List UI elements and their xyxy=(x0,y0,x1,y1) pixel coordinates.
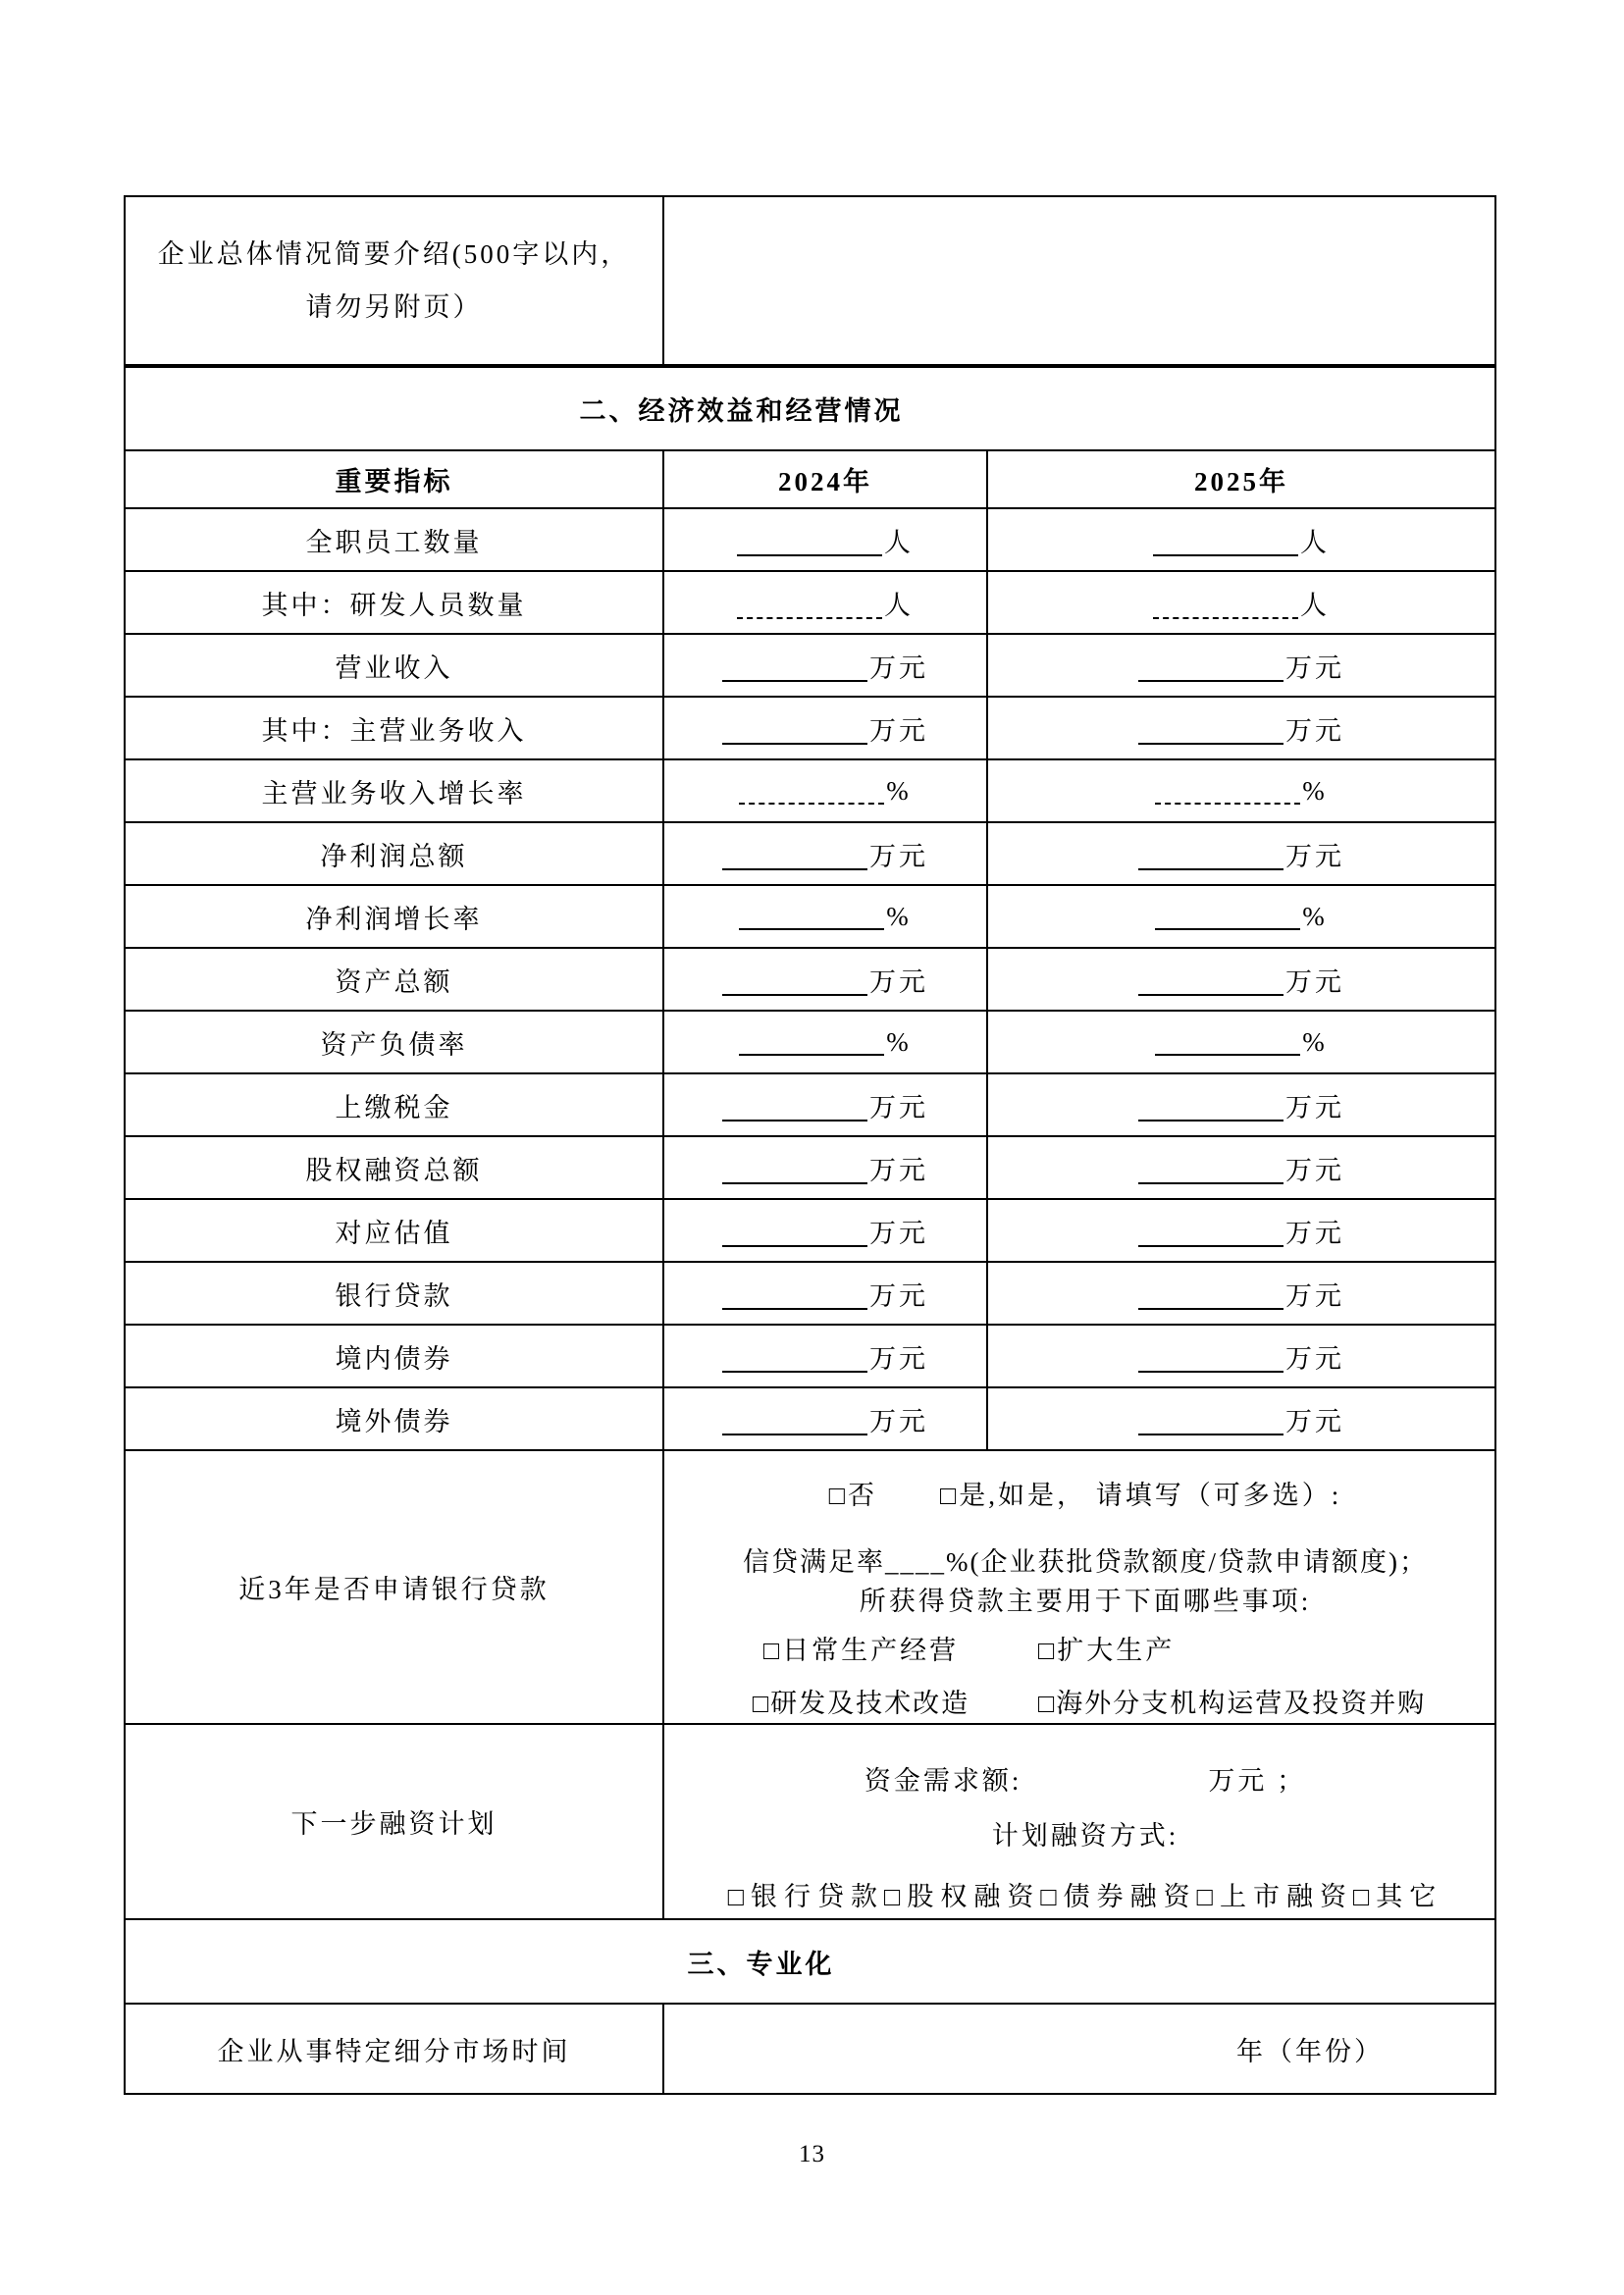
value-cell-2025 xyxy=(987,697,1495,759)
value-cell-2025 xyxy=(987,1262,1495,1325)
unit-label: 人 xyxy=(884,590,914,620)
fill-blank xyxy=(1153,554,1298,556)
table-row xyxy=(125,2004,1495,2094)
fill-blank xyxy=(737,617,882,619)
page-number: 13 xyxy=(799,2141,825,2167)
table-row xyxy=(125,366,1495,450)
table-row xyxy=(125,885,1495,948)
unit-label: 人 xyxy=(1300,527,1330,557)
fill-blank xyxy=(1138,994,1283,996)
unit-label: 万元 xyxy=(1285,966,1344,997)
unit-label: 万元 xyxy=(1285,1218,1344,1248)
indicator-label: 营业收入 xyxy=(125,634,663,697)
table-row xyxy=(125,697,1495,759)
indicator-label: 全职员工数量 xyxy=(125,508,663,571)
indicator-label: 主营业务收入增长率 xyxy=(125,759,663,822)
fill-blank xyxy=(722,1308,867,1310)
value-cell-2024 xyxy=(663,1136,987,1199)
fill-blank xyxy=(739,803,884,805)
unit-label: 万元 xyxy=(869,715,928,746)
value-cell-2025 xyxy=(987,822,1495,885)
loan-usage-options-row1 xyxy=(684,1632,1487,1669)
value-cell-2024 xyxy=(663,634,987,697)
fill-blank xyxy=(1138,1245,1283,1247)
indicator-label: 资产总额 xyxy=(125,948,663,1011)
unit-label: 万元 xyxy=(869,1218,928,1248)
section-2-heading: 二、经济效益和经营情况 xyxy=(125,366,1495,450)
fill-blank xyxy=(722,994,867,996)
value-cell-2025 xyxy=(987,571,1495,634)
value-cell-2025 xyxy=(987,1073,1495,1136)
checkbox-option-yes: □是,如是， 请填写（可多选）: xyxy=(940,1480,1342,1510)
fill-blank xyxy=(1155,928,1300,930)
table-row xyxy=(125,450,1495,508)
unit-label: 万元 xyxy=(869,1343,928,1374)
value-cell-2025 xyxy=(987,1011,1495,1073)
unit-label: 万元 xyxy=(1285,715,1344,746)
indicator-label: 境内债券 xyxy=(125,1325,663,1387)
indicator-label: 净利润总额 xyxy=(125,822,663,885)
table-row xyxy=(125,1073,1495,1136)
value-cell-2024 xyxy=(663,759,987,822)
funding-amount-prefix: 资金需求额: xyxy=(864,1765,1022,1796)
table-row xyxy=(125,634,1495,697)
credit-satisfaction-line: 信贷满足率____%(企业获批贷款额度/贷款申请额度)； xyxy=(743,1546,1428,1577)
value-cell-2025 xyxy=(987,1325,1495,1387)
col-header-indicator: 重要指标 xyxy=(125,450,663,508)
bank-loan-yesno-line xyxy=(684,1453,1487,1514)
fill-blank xyxy=(1138,1371,1283,1373)
intro-label-cell xyxy=(125,196,663,366)
fill-blank xyxy=(1138,868,1283,870)
table-row xyxy=(125,1199,1495,1262)
unit-label: 万元 xyxy=(869,652,928,683)
fill-blank xyxy=(1138,1434,1283,1435)
value-cell-2024 xyxy=(663,1073,987,1136)
unit-label: 万元 xyxy=(869,1092,928,1122)
col-header-2024: 2024年 xyxy=(663,450,987,508)
table-row xyxy=(125,1724,1495,1919)
unit-label: % xyxy=(1302,901,1328,931)
indicator-label: 股权融资总额 xyxy=(125,1136,663,1199)
table-row xyxy=(125,1011,1495,1073)
table-row xyxy=(125,1450,1495,1724)
value-cell-2025 xyxy=(987,508,1495,571)
value-cell-2024 xyxy=(663,822,987,885)
indicator-label: 银行贷款 xyxy=(125,1262,663,1325)
indicator-label: 净利润增长率 xyxy=(125,885,663,948)
table-row xyxy=(125,1325,1495,1387)
value-cell-2025 xyxy=(987,759,1495,822)
financing-plan-detail-cell xyxy=(663,1724,1495,1919)
unit-label: 万元 xyxy=(1285,652,1344,683)
unit-label: % xyxy=(886,775,912,806)
fill-blank xyxy=(737,554,882,556)
fill-blank xyxy=(722,1245,867,1247)
checkbox-option-daily-production: □日常生产经营 xyxy=(762,1635,960,1665)
fill-blank xyxy=(739,928,884,930)
fill-blank xyxy=(1138,680,1283,682)
fill-blank xyxy=(722,1434,867,1435)
value-cell-2024 xyxy=(663,948,987,1011)
checkbox-option-rnd-upgrade: □研发及技术改造 xyxy=(752,1688,970,1718)
checkbox-option-expand-production: □扩大生产 xyxy=(1038,1635,1176,1665)
fill-blank xyxy=(1153,617,1298,619)
financing-method-options: □银行贷款□股权融资□债券融资□上市融资□其它 xyxy=(727,1881,1443,1911)
table-row xyxy=(125,508,1495,571)
table-row xyxy=(125,822,1495,885)
value-cell-2024 xyxy=(663,885,987,948)
value-cell-2024 xyxy=(663,571,987,634)
table-row xyxy=(125,759,1495,822)
unit-label: % xyxy=(886,1026,912,1057)
fill-blank xyxy=(722,1182,867,1184)
funding-amount-suffix: 万元 ； xyxy=(1208,1765,1307,1796)
table-row xyxy=(125,1262,1495,1325)
loan-usage-options-row2 xyxy=(684,1685,1487,1722)
unit-label: 万元 xyxy=(1285,841,1344,871)
market-time-value: 年（年份） xyxy=(663,2004,1495,2094)
unit-label: % xyxy=(1302,775,1328,806)
unit-label: 万元 xyxy=(1285,1092,1344,1122)
unit-label: 万元 xyxy=(869,1406,928,1436)
indicator-label: 其中：主营业务收入 xyxy=(125,697,663,759)
fill-blank xyxy=(1155,1054,1300,1056)
indicator-label: 资产负债率 xyxy=(125,1011,663,1073)
table-row xyxy=(125,571,1495,634)
unit-label: 人 xyxy=(1300,590,1330,620)
fill-blank xyxy=(722,743,867,745)
unit-label: 万元 xyxy=(869,1155,928,1185)
unit-label: 人 xyxy=(884,527,914,557)
fill-blank xyxy=(1155,803,1300,805)
value-cell-2025 xyxy=(987,634,1495,697)
value-cell-2024 xyxy=(663,1387,987,1450)
fill-blank xyxy=(1138,743,1283,745)
fill-blank xyxy=(722,1371,867,1373)
value-cell-2024 xyxy=(663,697,987,759)
value-cell-2024 xyxy=(663,1325,987,1387)
intro-label-line1: 企业总体情况简要介绍(500字以内， xyxy=(157,239,631,269)
value-cell-2025 xyxy=(987,885,1495,948)
value-cell-2025 xyxy=(987,1199,1495,1262)
value-cell-2024 xyxy=(663,1262,987,1325)
section-3-heading: 三、专业化 xyxy=(125,1919,1495,2004)
unit-label: 万元 xyxy=(1285,1280,1344,1311)
unit-label: 万元 xyxy=(1285,1155,1344,1185)
fill-blank xyxy=(1138,1308,1283,1310)
fill-blank xyxy=(1138,1182,1283,1184)
col-header-2025: 2025年 xyxy=(987,450,1495,508)
loan-usage-prompt: 所获得贷款主要用于下面哪些事项: xyxy=(859,1586,1312,1616)
market-time-label: 企业从事特定细分市场时间 xyxy=(125,2004,663,2094)
enterprise-form-table xyxy=(124,195,1496,2095)
value-cell-2024 xyxy=(663,508,987,571)
intro-value-cell xyxy=(663,196,1495,366)
value-cell-2025 xyxy=(987,948,1495,1011)
financing-method-prompt: 计划融资方式: xyxy=(991,1820,1179,1851)
fill-blank xyxy=(722,680,867,682)
unit-label: 万元 xyxy=(1285,1343,1344,1374)
intro-label-line2: 请勿另附页） xyxy=(305,292,483,322)
table-row xyxy=(125,948,1495,1011)
fill-blank xyxy=(1138,1120,1283,1121)
bank-loan-label: 近3年是否申请银行贷款 xyxy=(125,1450,663,1724)
fill-blank xyxy=(722,1120,867,1121)
checkbox-option-no: □否 xyxy=(828,1480,877,1510)
unit-label: 万元 xyxy=(869,966,928,997)
unit-label: 万元 xyxy=(1285,1406,1344,1436)
unit-label: % xyxy=(886,901,912,931)
value-cell-2025 xyxy=(987,1136,1495,1199)
value-cell-2025 xyxy=(987,1387,1495,1450)
unit-label: 万元 xyxy=(869,841,928,871)
bank-loan-detail-cell xyxy=(663,1450,1495,1724)
indicator-label: 上缴税金 xyxy=(125,1073,663,1136)
table-row xyxy=(125,1387,1495,1450)
table-row xyxy=(125,1919,1495,2004)
unit-label: 万元 xyxy=(869,1280,928,1311)
table-row xyxy=(125,196,1495,366)
financing-plan-label: 下一步融资计划 xyxy=(125,1724,663,1919)
fill-blank xyxy=(722,868,867,870)
indicator-label: 境外债券 xyxy=(125,1387,663,1450)
indicator-label: 其中：研发人员数量 xyxy=(125,571,663,634)
value-cell-2024 xyxy=(663,1199,987,1262)
fill-blank xyxy=(739,1054,884,1056)
table-row xyxy=(125,1136,1495,1199)
unit-label: % xyxy=(1302,1026,1328,1057)
value-cell-2024 xyxy=(663,1011,987,1073)
checkbox-option-overseas: □海外分支机构运营及投资并购 xyxy=(1038,1688,1427,1718)
funding-amount-line xyxy=(684,1729,1487,1799)
indicator-label: 对应估值 xyxy=(125,1199,663,1262)
